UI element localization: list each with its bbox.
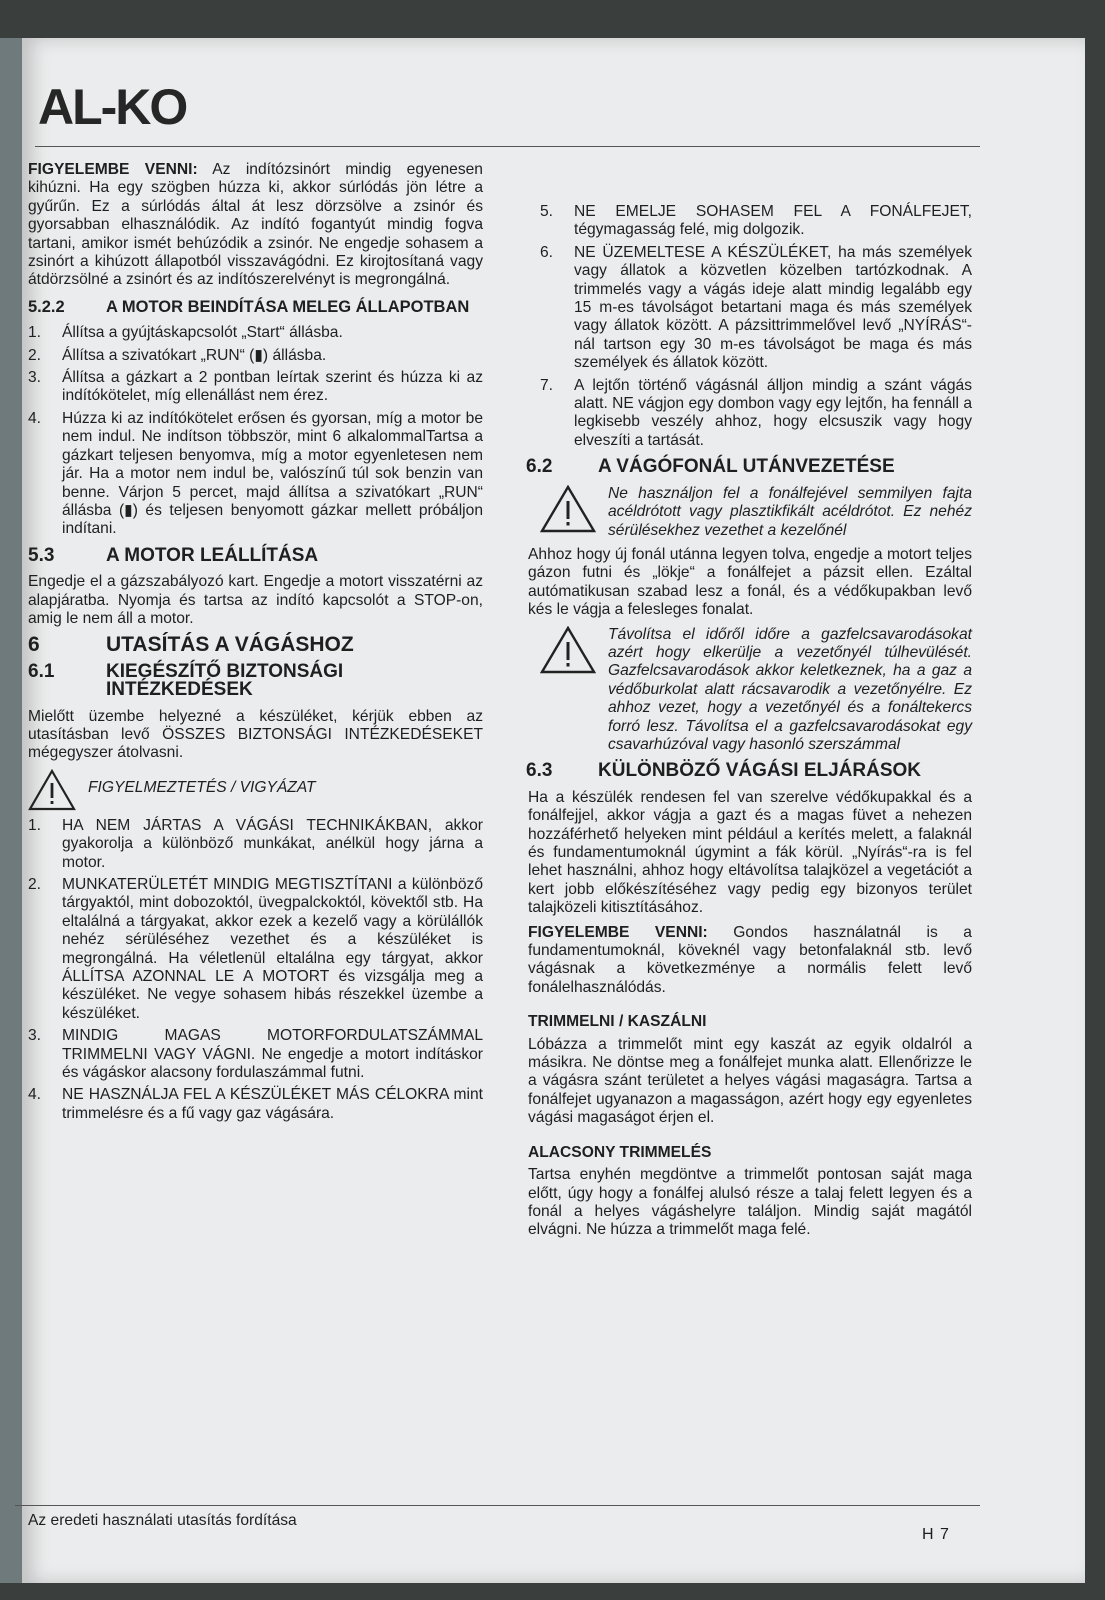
stop-motor-text: Engedje el a gázszabályozó kart. Engedje a motort visszatérni az alapjáratba. Nyomja és tartsa az indító kapcsolót a STOP-on, amig le nem áll a motor.	[28, 573, 483, 627]
warning-triangle-icon	[28, 769, 76, 811]
list-item	[28, 347, 483, 365]
intro-note-text: Az indítózsinórt mindig egyenesen kihúzni. Ha egy szögben húzza ki, akkor súrlódás jön létre a gyűrűn. Ez a súrlódás által át lesz dörzsölve a zsinór és gyorsabban elhasználódik. Az indító fogantyút mindig fogva tartani, amikor ismét behúzódik a zsinór. Ne engedje sohasem a zsinórt a kihúzott állapotból visszavágódni. Ez kirojtosítaná vagy átdörzsölné a zsinórt és az indítószerelvényt is megrongálná.	[28, 161, 483, 289]
item-text: NE EMELJE SOHASEM FEL A FONÁLFEJET, tégymagasság felé, mig dolgozik.	[574, 203, 972, 239]
warning-block	[540, 485, 972, 540]
section-6-2-heading	[526, 458, 972, 476]
section-title: A MOTOR LEÁLLÍTÁSA	[106, 544, 319, 566]
trimming-text: Lóbázza a trimmelőt mint egy kaszát az egyik oldalról a másikra. Ne döntse meg a fonálfejet munka alatt. Ellenőrizze le a vágásra szánt területet a helyes vágási magaságra. Tartsa a fonálfejet ugyanazon a magasságon, azért hogy egy egyenletes vágási magaságot érjen el.	[528, 1035, 972, 1127]
item-number: 4.	[28, 1086, 42, 1104]
safety-steps	[28, 817, 483, 1124]
item-number: 2.	[28, 346, 42, 364]
section-5-3-heading	[28, 544, 483, 566]
warning-text: Távolítsa el időről időre a gazfelcsavarodásokat azért hogy elkerülje a vezetőnyél túlhevülését. Gazfelcsavarodások akkor keletkeznek, ha a gaz a védőburkolat alatt rácsavarodik a vezetőnyélre. Ez ahhoz vezet, hogy a vezetőnyél és a fonáltekercs forró lesz. Távolítsa el a gazfelcsavarodásokat egy csavarhúzóval vagy hasonló szerszámmal	[608, 625, 972, 753]
item-number: 1.	[28, 816, 42, 834]
warning-triangle-icon	[540, 485, 596, 533]
section-title: UTASÍTÁS A VÁGÁSHOZ	[106, 633, 354, 657]
page-number: H 7	[922, 1526, 950, 1543]
footer-caption: Az eredeti használati utasítás fordítása	[28, 1512, 297, 1529]
low-trimming-text: Tartsa enyhén megdöntve a trimmelőt pontosan saját maga előtt, úgy hogy a fonálfej alulsó része a talaj felett legyen és a fonál a helyes vágáshelyre találjon. Mindig saját magától elvágni. Ne húzza a trimmelőt maga felé.	[528, 1166, 972, 1239]
start-warm-steps	[28, 324, 483, 538]
section-title: KÜLÖNBÖZŐ VÁGÁSI ELJÁRÁSOK	[598, 760, 922, 782]
item-number: 7.	[540, 376, 554, 394]
warning-label: FIGYELMEZTETÉS / VIGYÁZAT	[88, 778, 316, 796]
section-title: A VÁGÓFONÁL UTÁNVEZETÉSE	[598, 456, 895, 478]
item-text: MINDIG MAGAS MOTORFORDULATSZÁMMAL TRIMMELNI VAGY VÁGNI. Ne engedje a motort indításkor és vágáskor alacsony fordulaszámmal futni.	[62, 1027, 483, 1082]
section-title: KIEGÉSZÍTŐ BIZTONSÁGI INTÉZKEDÉSEK	[106, 660, 344, 701]
list-item	[28, 1027, 483, 1082]
warning-text: Ne használjon fel a fonálfejével semmilyen fajta acéldrótott vagy plasztikfikált acéldrótot. Ez nehéz sérülésekhez vezethet a kezelőnél	[608, 484, 972, 539]
list-item	[540, 244, 972, 373]
low-trimming-heading: ALACSONY TRIMMELÉS	[528, 1143, 712, 1161]
item-text: NE ÜZEMELTESE A KÉSZÜLÉKET, ha más személyek vagy állatok a közvetlen közelben tartózkodnak. A trimmelés vagy a vágás ideje alatt mindig legalább egy 15 m-es távolságot betartani maga és más személyek vagy állatok között. A pázsittrimmelővel levő „NYÍRÁS“-nál tartson egy 30 m-es távolságot be maga és más személyek és állatok között.	[574, 243, 972, 372]
cutting-methods-text: Ha a készülék rendesen fel van szerelve védőkupakkal és a fonálfejjel, akkor vágja a gazt és a magas füvet a nehezen hozzáférhető helyeken mint például a kerítés melett, a falaknál és fundamentumoknál úgymint a fák körül. „Nyírás“-ra is fel lehet használni, ahhoz hogy eltávolítsa talajközel a vegetációt a kert jobb előkészítéséhez vagy pedig egy bizonyos terület talajközeli kitisztításához.	[528, 788, 972, 917]
section-6-3-heading	[526, 762, 972, 780]
item-text: Húzza ki az indítókötelet erősen és gyorsan, míg a motor be nem indul. Ne indítson többször, mint 6 alkalommalTartsa a gázkart teljesen benyomva, míg a motor egyenletesen nem jár. Ha a motor nem indul be, valószínű túl sok benzin van benne. Várjon 5 percet, majd állítsa a szivatókart „RUN“ állásba (▮) és teljesen benyomott gázkar mellett próbáljon indítani.	[62, 409, 483, 538]
brand-logo: AL-KO	[38, 79, 187, 135]
list-item	[28, 876, 483, 1023]
list-item	[540, 203, 972, 240]
item-number: 2.	[28, 876, 42, 893]
intro-note	[28, 161, 483, 290]
item-text: Állítsa a gyújtáskapcsolót „Start“ állásba.	[62, 324, 343, 342]
item-text: Állítsa a szivatókart „RUN“ (▮) állásba.	[62, 346, 327, 364]
warning-triangle-icon	[540, 626, 596, 674]
item-text: Állítsa a gázkart a 2 pontban leírtak szerint és húzza ki az indítókötelet, míg ellenállást nem érez.	[62, 369, 483, 405]
list-item	[540, 377, 972, 451]
item-number: 4.	[28, 409, 42, 427]
trimming-heading: TRIMMELNI / KASZÁLNI	[528, 1013, 707, 1031]
footer-rule	[15, 1505, 980, 1506]
line-feed-text: Ahhoz hogy új fonál utánna legyen tolva, engedje a motort teljes gázon futni és „lökje“ a fonálfejet a pázsit ellen. Ezáltal autómatikusan szabad lesz a fonál, és a védőkupakban levő kés le vágja a felesleges fonalat.	[528, 545, 972, 619]
item-number: 3.	[28, 1027, 42, 1045]
list-item	[28, 369, 483, 406]
right-column	[526, 203, 972, 1246]
cutting-note	[528, 924, 972, 998]
item-text: HA NEM JÁRTAS A VÁGÁSI TECHNIKÁKBAN, akkor gyakorolja a különböző munkákat, anélkül hogy járna a motor.	[62, 816, 483, 871]
item-text: MUNKATERÜLETÉT MINDIG MEGTISZTÍTANI a különböző tárgyaktól, mint dobozoktól, üvegpalckoktól, kövektől stb. Ha eltalálná a tárgyakat, akkor ezek a kezelő vagy a körülállók nehéz sérüléséhez vezethet és a készüléket is megrongálná. Ha véletlenül eltalálna egy tárgyat, akkor ÁLLÍTSA AZONNAL LE A MOTORT és vizsgálja meg a készüléket. Ne vegye sohasem hibás részekkel üzembe a készüléket.	[62, 876, 483, 1022]
safety-intro-text: Mielőtt üzembe helyezné a készüléket, kérjük ebben az utasításban levő ÖSSZES BIZTONSÁGI INTÉZKEDÉSEKET mégegyszer átolvasni.	[28, 707, 483, 762]
cutting-note-label: FIGYELEMBE VENNI:	[528, 923, 708, 941]
item-number: 1.	[28, 324, 42, 342]
item-text: NE HASZNÁLJA FEL A KÉSZÜLÉKET MÁS CÉLOKRA mint trimmelésre és a fű vagy gaz vágására.	[62, 1086, 483, 1122]
item-text: A lejtőn történő vágásnál álljon mindig a szánt vágás alatt. NE vágjon egy dombon vagy egy lejtőn, ha fennáll a legkisebb veszély ahhoz, hogy elcsuszik vagy hogy elveszíti a tartását.	[574, 376, 972, 449]
item-number: 5.	[540, 203, 554, 220]
section-number: 6.3	[526, 760, 553, 782]
section-title: A MOTOR BEINDÍTÁSA MELEG ÁLLAPOTBAN	[106, 297, 470, 316]
book-spine	[0, 38, 22, 1583]
cutting-note-text: Gondos használatnál is a fundamentumoknál, köveknél vagy betonfalaknál stb. levő vágásnak a következménye a normális felett levő fonálelhasználódás.	[528, 923, 972, 996]
item-number: 3.	[28, 369, 42, 387]
section-number: 6	[28, 633, 40, 657]
section-number: 6.1	[28, 660, 55, 682]
section-6-heading	[28, 633, 483, 657]
section-number: 5.3	[28, 544, 55, 566]
warning-block	[540, 626, 972, 755]
list-item	[28, 1086, 483, 1123]
left-column	[28, 161, 483, 1129]
section-number: 5.2.2	[28, 297, 65, 316]
warning-block	[28, 769, 483, 811]
list-item	[28, 817, 483, 872]
header-rule	[35, 146, 980, 147]
safety-steps-continued	[540, 203, 972, 450]
list-item	[28, 324, 483, 342]
intro-note-label: FIGYELEMBE VENNI:	[28, 161, 198, 178]
section-6-1-heading	[28, 660, 483, 701]
item-number: 6.	[540, 243, 554, 261]
section-5-2-2-heading	[28, 298, 483, 316]
section-number: 6.2	[526, 456, 553, 478]
list-item	[28, 410, 483, 539]
